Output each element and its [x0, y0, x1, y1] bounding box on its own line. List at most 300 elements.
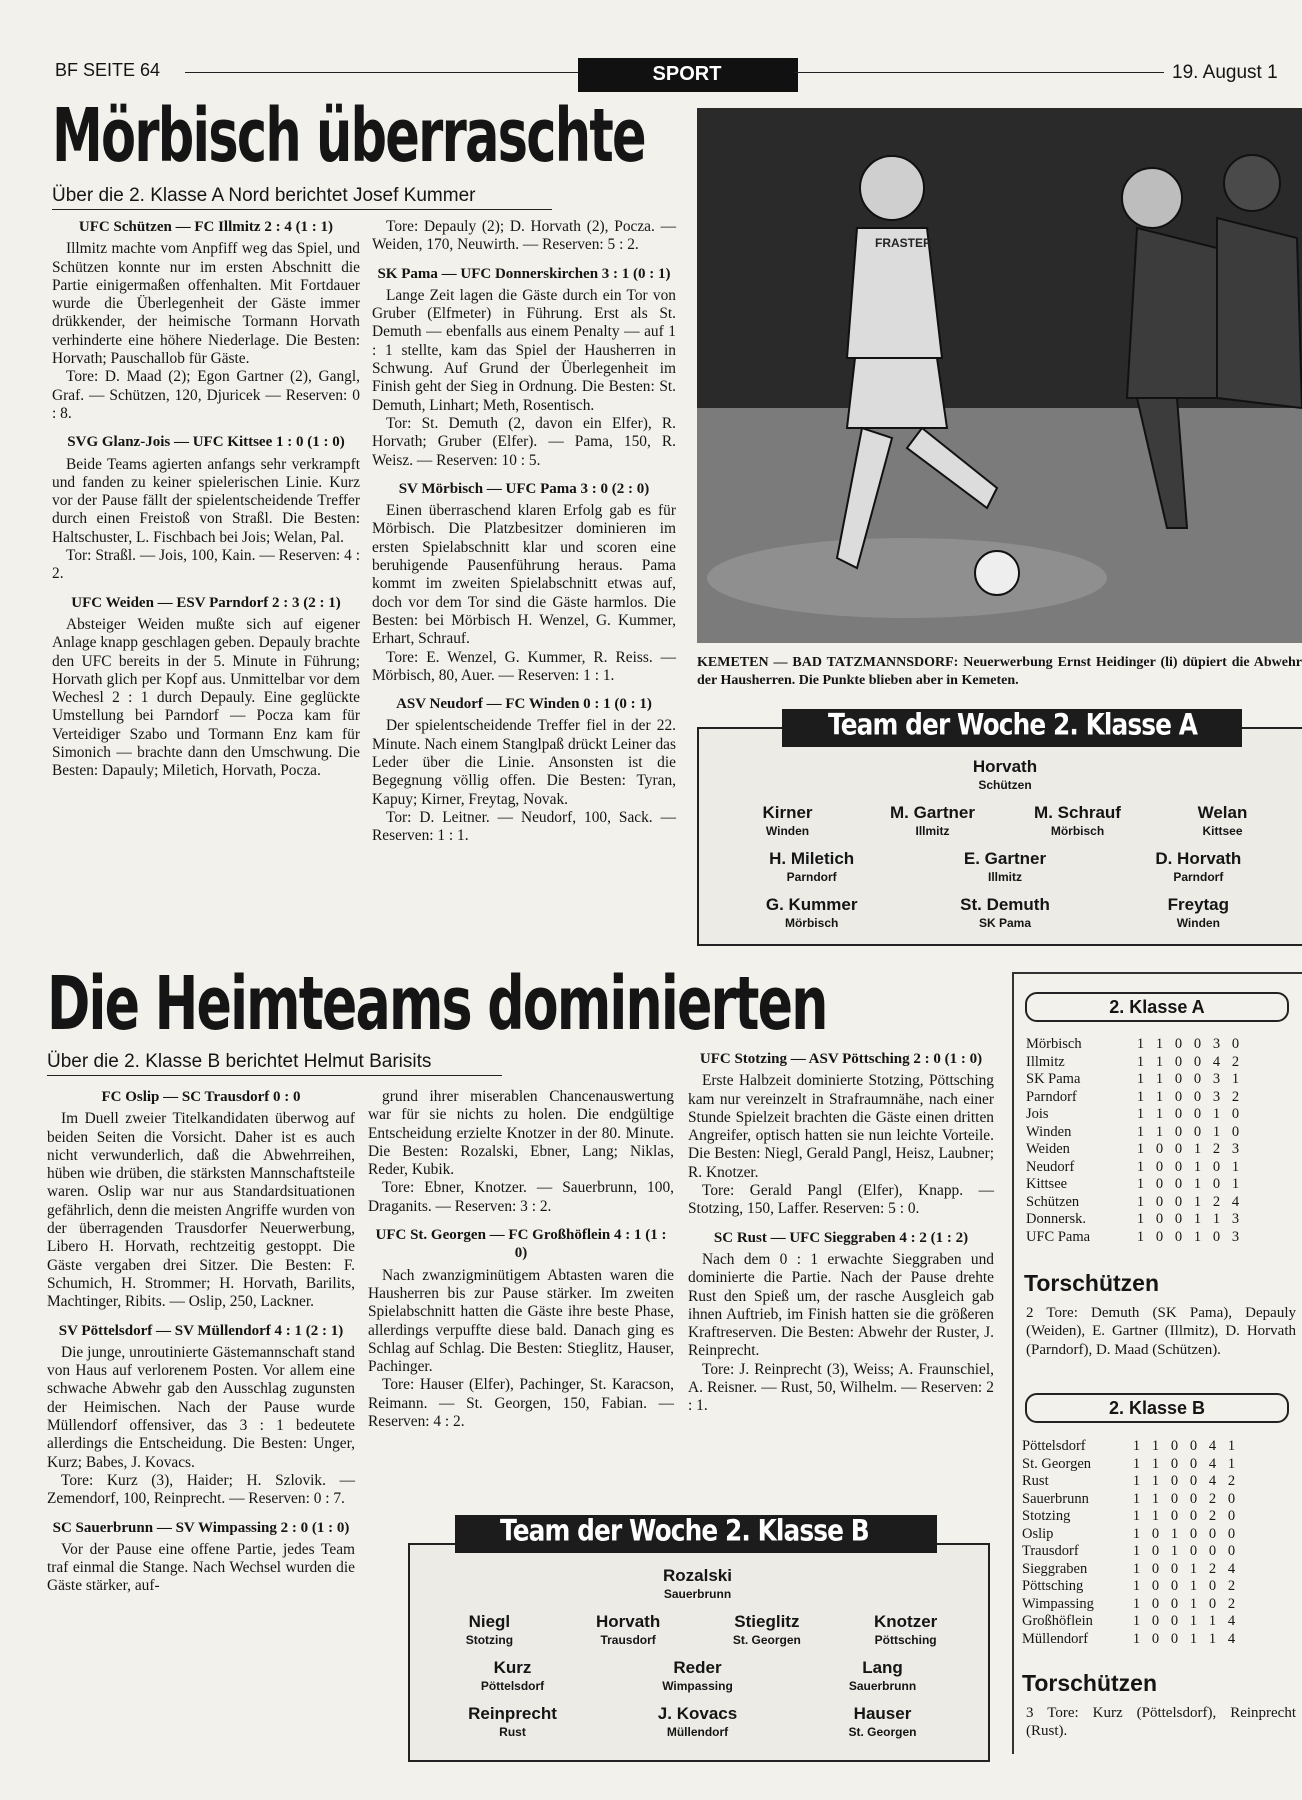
player-club: St. Georgen: [732, 1633, 801, 1647]
stat-value: 0: [1189, 1543, 1198, 1559]
stat-value: 1: [1193, 1228, 1202, 1245]
table-row: [1026, 1194, 1302, 1212]
table-row: [1026, 1229, 1302, 1247]
team-player: [715, 895, 908, 930]
table-row: [1026, 1176, 1302, 1194]
stat-value: 2: [1227, 1578, 1236, 1594]
player-club: Sauerbrunn: [663, 1587, 732, 1601]
stat-value: 1: [1136, 1106, 1145, 1122]
stat-value: 0: [1155, 1228, 1164, 1245]
stat-value: 1: [1136, 1193, 1145, 1210]
player-name: St. Demuth: [960, 895, 1050, 914]
stat-value: 0: [1189, 1508, 1198, 1524]
table-row: [1026, 1211, 1302, 1229]
stat-value: 1: [1136, 1036, 1145, 1052]
stat-value: 3: [1212, 1071, 1221, 1087]
stat-value: 0: [1208, 1525, 1217, 1542]
article1-column2: [372, 218, 676, 846]
team-name: Winden: [1026, 1123, 1072, 1140]
stat-value: 0: [1170, 1455, 1179, 1472]
match-report: Erste Halbzeit dominierte Stotzing, Pöttsching kam nur vereinzelt in Strafraumnähe, nach einer Stunde Spielzeit brachten die Gäste einen dritten Angreifer, optisch hatten sie nun leichte Vorteile. Die Besten: Niegl, Gerald Pangl, Heisz, Laubner; R. Knotzer.: [688, 1072, 994, 1181]
article1-column1: [52, 218, 360, 781]
stat-value: 1: [1136, 1053, 1145, 1070]
stat-value: 0: [1170, 1578, 1179, 1594]
stat-value: 1: [1151, 1490, 1160, 1507]
stat-value: 0: [1155, 1141, 1164, 1157]
player-club: Mörbisch: [1050, 824, 1105, 838]
stat-value: 1: [1155, 1088, 1164, 1105]
team-name: Wimpassing: [1022, 1595, 1094, 1612]
player-name: H. Miletich: [769, 849, 855, 868]
stat-value: 2: [1212, 1141, 1221, 1157]
match-stats: Tor: D. Leitner. — Neudorf, 100, Sack. — Reserven: 1 : 1.: [372, 808, 676, 845]
match-heading: SC Sauerbrunn — SV Wimpassing 2 : 0 (1 : 0): [52, 1519, 350, 1536]
stat-value: 1: [1151, 1473, 1160, 1489]
stat-value: 0: [1193, 1106, 1202, 1122]
jersey-text: FRASTER: [875, 236, 932, 250]
stat-value: 2: [1227, 1473, 1236, 1489]
stat-value: 4: [1231, 1193, 1240, 1210]
stat-value: 1: [1208, 1613, 1217, 1629]
player-name: Horvath: [972, 757, 1038, 776]
stat-value: 0: [1174, 1053, 1183, 1070]
team-name: Kittsee: [1026, 1176, 1068, 1192]
stat-value: 0: [1227, 1543, 1236, 1559]
team-name: Oslip: [1022, 1525, 1054, 1542]
stat-value: 1: [1132, 1438, 1141, 1454]
stat-value: 0: [1227, 1525, 1236, 1542]
team-player: [790, 1658, 975, 1693]
headline-article2: Die Heimteams dominierten: [47, 960, 827, 1048]
team-player: [908, 849, 1101, 884]
table-row: [1022, 1526, 1302, 1544]
team-name: Schützen: [1026, 1193, 1080, 1210]
stat-value: 1: [1151, 1438, 1160, 1454]
stat-value: 0: [1189, 1490, 1198, 1507]
stat-value: 0: [1174, 1211, 1183, 1227]
team-of-week-b-title-text: Team der Woche 2. Klasse B: [500, 1514, 869, 1549]
match-heading: SV Pöttelsdorf — SV Müllendorf 4 : 1 (2 : 1): [58, 1322, 344, 1339]
stat-value: 1: [1231, 1176, 1240, 1192]
stat-value: 1: [1155, 1071, 1164, 1087]
table-row: [1026, 1106, 1302, 1124]
stat-value: 0: [1170, 1630, 1179, 1647]
scorers-a-title: Torschützen: [1024, 1270, 1160, 1296]
stat-value: 1: [1136, 1158, 1145, 1175]
player-name: M. Gartner: [889, 803, 976, 822]
player-name: Freytag: [1167, 895, 1230, 914]
stat-value: 0: [1208, 1578, 1217, 1594]
stat-value: 1: [1208, 1630, 1217, 1647]
team-player: [1102, 849, 1295, 884]
match-stats: Tore: D. Maad (2); Egon Gartner (2), Gangl, Graf. — Schützen, 120, Djuricek — Reserven: 0 : 8.: [52, 368, 360, 422]
stat-value: 1: [1193, 1211, 1202, 1227]
team-name: Neudorf: [1026, 1158, 1075, 1175]
player-club: Schützen: [978, 778, 1032, 792]
stat-value: 2: [1212, 1193, 1221, 1210]
stat-value: 1: [1132, 1508, 1141, 1524]
article2-column2: [368, 1088, 674, 1431]
team-player: [420, 1704, 605, 1739]
table-row: [1022, 1596, 1302, 1614]
player-name: Knotzer: [873, 1612, 938, 1631]
stat-value: 1: [1132, 1613, 1141, 1629]
stat-value: 1: [1155, 1053, 1164, 1070]
player-club: Illmitz: [915, 824, 950, 838]
player-name: G. Kummer: [765, 895, 858, 914]
player-name: Hauser: [853, 1704, 912, 1723]
stat-value: 1: [1231, 1158, 1240, 1175]
stat-value: 1: [1132, 1490, 1141, 1507]
photo-illustration: [697, 108, 1302, 643]
match-stats: Tore: J. Reinprecht (3), Weiss; A. Fraunschiel, A. Reisner. — Rust, 50, Wilhelm. — Reserven: 2 : 1.: [688, 1360, 994, 1415]
stat-value: 0: [1170, 1438, 1179, 1454]
scorers-a-text: 2 Tore: Demuth (SK Pama), Depauly (Weiden), E. Gartner (Illmitz), D. Horvath (Parndorf), D. Maad (Schützen).: [1026, 1305, 1296, 1358]
team-name: Pöttelsdorf: [1022, 1438, 1086, 1454]
stat-value: 0: [1170, 1508, 1179, 1524]
stat-value: 0: [1208, 1595, 1217, 1612]
stat-value: 0: [1231, 1123, 1240, 1140]
stat-value: 4: [1208, 1473, 1217, 1489]
player-club: Illmitz: [987, 870, 1022, 884]
match-stats: Tore: Kurz (3), Haider; H. Szlovik. — Zemendorf, 100, Reinprecht. — Reserven: 0 : 7.: [47, 1471, 355, 1508]
stat-value: 0: [1208, 1543, 1217, 1559]
stat-value: 2: [1227, 1595, 1236, 1612]
stat-value: 1: [1155, 1036, 1164, 1052]
stat-value: 0: [1170, 1473, 1179, 1489]
stat-value: 1: [1170, 1525, 1179, 1542]
team-player: [860, 803, 1005, 838]
stat-value: 0: [1174, 1176, 1183, 1192]
stat-value: 1: [1189, 1613, 1198, 1629]
stat-value: 0: [1227, 1490, 1236, 1507]
table-row: [1026, 1141, 1302, 1159]
table-row: [1022, 1438, 1302, 1456]
team-name: UFC Pama: [1026, 1228, 1091, 1245]
stat-value: 1: [1132, 1525, 1141, 1542]
table-row: [1022, 1613, 1302, 1631]
stat-value: 1: [1132, 1595, 1141, 1612]
team-player: [698, 1612, 837, 1647]
match-photo: [697, 108, 1302, 643]
page-header-left: BF SEITE 64: [55, 60, 161, 80]
match-report: Der spielentscheidende Treffer fiel in der 22. Minute. Nach einem Stanglpaß drückt Leiner das Leder über die Linie. Ansonsten ist die Begegnung völlig offen. Die Besten: Tyran, Kapuy; Kirner, Freytag, Novak.: [372, 717, 676, 808]
team-player: [790, 1704, 975, 1739]
stat-value: 1: [1136, 1176, 1145, 1192]
player-club: Parndorf: [786, 870, 837, 884]
stat-value: 4: [1227, 1630, 1236, 1647]
photo-caption: KEMETEN — BAD TATZMANNSDORF: Neuerwerbung Ernst Heidinger (li) düpiert die Abwehr der Hausherren. Die Punkte blieben aber in Kemeten.: [697, 655, 1302, 688]
stat-value: 0: [1227, 1508, 1236, 1524]
stat-value: 1: [1132, 1473, 1141, 1489]
stat-value: 1: [1132, 1578, 1141, 1594]
stat-value: 0: [1151, 1543, 1160, 1559]
stat-value: 1: [1231, 1071, 1240, 1087]
stat-value: 1: [1227, 1438, 1236, 1454]
stat-value: 2: [1231, 1088, 1240, 1105]
stat-value: 1: [1151, 1508, 1160, 1524]
stat-value: 1: [1227, 1455, 1236, 1472]
match-heading: ASV Neudorf — FC Winden 0 : 1 (0 : 1): [396, 696, 652, 713]
team-name: Illmitz: [1026, 1053, 1065, 1070]
stat-value: 0: [1174, 1036, 1183, 1052]
stat-value: 0: [1170, 1595, 1179, 1612]
stat-value: 0: [1212, 1158, 1221, 1175]
team-player: [715, 849, 908, 884]
stat-value: 0: [1174, 1123, 1183, 1140]
match-stats: Tore: Ebner, Knotzer. — Sauerbrunn, 100, Draganits. — Reserven: 3 : 2.: [368, 1179, 674, 1215]
scorers-b-title: Torschützen: [1022, 1670, 1158, 1696]
stat-value: 0: [1151, 1525, 1160, 1542]
match-report: Lange Zeit lagen die Gäste durch ein Tor von Gruber (Elfmeter) in Führung. Erst als St. Demuth — ebenfalls aus einem Penalty — auf 1 : 1 stellte, kam das Spiel der Hausherren in Schwung. Auf Grund der Überlegenheit im Finish geht der Sieg in Ordnung. Die Besten: St. Demuth, Linhart; Meth, Rosentisch.: [372, 286, 676, 414]
match-heading: FC Oslip — SC Trausdorf 0 : 0: [101, 1089, 301, 1105]
stat-value: 0: [1174, 1106, 1183, 1122]
stat-value: 2: [1208, 1560, 1217, 1577]
section-title: SPORT: [652, 63, 722, 85]
byline-article2: Über die 2. Klasse B berichtet Helmut Barisits: [47, 1051, 432, 1072]
stat-value: 4: [1227, 1560, 1236, 1577]
page-header-date: 19. August 1: [1172, 62, 1278, 83]
player-name: M. Schrauf: [1034, 803, 1121, 822]
stat-value: 1: [1155, 1123, 1164, 1140]
scorers-b-text: 3 Tore: Kurz (Pöttelsdorf), Reinprecht (Rust).: [1026, 1705, 1296, 1740]
table-row: [1026, 1054, 1302, 1072]
stat-value: 1: [1212, 1106, 1221, 1122]
table-row: [1022, 1473, 1302, 1491]
article2-column3: [688, 1050, 994, 1416]
player-club: Winden: [765, 824, 810, 838]
stat-value: 4: [1208, 1438, 1217, 1454]
stat-value: 0: [1174, 1141, 1183, 1157]
stat-value: 1: [1136, 1123, 1145, 1140]
stat-value: 2: [1208, 1490, 1217, 1507]
stat-value: 0: [1193, 1071, 1202, 1087]
stat-value: 0: [1212, 1228, 1221, 1245]
team-name: SK Pama: [1026, 1071, 1081, 1087]
team-of-week-a-title-text: Team der Woche 2. Klasse A: [828, 708, 1198, 743]
stat-value: 1: [1132, 1630, 1141, 1647]
stat-value: 0: [1155, 1211, 1164, 1227]
team-player: [1102, 895, 1295, 930]
match-heading: UFC Schützen — FC Illmitz 2 : 4 (1 : 1): [78, 219, 334, 235]
match-stats: Tor: St. Demuth (2, davon ein Elfer), R. Horvath; Gruber (Elfer). — Pama, 150, R. Weisz. — Reserven: 10 : 5.: [372, 414, 676, 469]
match-report: Nach dem 0 : 1 erwachte Sieggraben und dominierte die Partie. Nach der Pause drehte Rust den Spieß um, der rasche Ausgleich gab ihnen Auftrieb, im Finish hatten sie die größeren Kraftreserven. Die Besten: Abwehr der Ruster, J. Reinprecht.: [688, 1250, 994, 1360]
stat-value: 0: [1189, 1473, 1198, 1489]
match-report: Illmitz machte vom Anpfiff weg das Spiel, und Schützen konnte nur im ersten Abschnitt die Partie einigermaßen offenhalten. Mit Fortdauer wurde die Überlegenheit der Gäste immer drükkender, der heimische Tormann Horvath verhinderte eine höhere Niederlage. Die Besten: Horvath; Pauschallob für Gäste.: [52, 240, 360, 368]
team-name: Müllendorf: [1022, 1630, 1089, 1647]
stat-value: 0: [1212, 1176, 1221, 1192]
team-player: [420, 1612, 559, 1647]
player-club: Kittsee: [1202, 824, 1243, 838]
team-player: [1150, 803, 1295, 838]
player-name: Lang: [862, 1658, 903, 1677]
stat-value: 1: [1189, 1595, 1198, 1612]
stat-value: 0: [1193, 1123, 1202, 1140]
stat-value: 1: [1132, 1543, 1141, 1559]
table-b-title: 2. Klasse B: [1025, 1393, 1289, 1423]
stat-value: 1: [1193, 1158, 1202, 1175]
stat-value: 0: [1231, 1036, 1240, 1052]
stat-value: 0: [1151, 1613, 1160, 1629]
stat-value: 1: [1136, 1088, 1145, 1105]
stat-value: 0: [1174, 1158, 1183, 1175]
match-report: grund ihrer miserablen Chancenauswertung war für sie nichts zu holen. Die endgültige Entscheidung erzielte Knotzer in der 80. Minute. Die Besten: Rozalski, Ebner, Lang; Niklas, Reder, Kubik.: [368, 1088, 674, 1179]
standings-table-b: [1022, 1438, 1302, 1648]
stat-value: 1: [1132, 1560, 1141, 1577]
table-row: [1022, 1561, 1302, 1579]
match-heading: UFC Stotzing — ASV Pöttsching 2 : 0 (1 : 0): [699, 1051, 983, 1067]
player-name: J. Kovacs: [657, 1704, 738, 1723]
match-heading: SV Mörbisch — UFC Pama 3 : 0 (2 : 0): [398, 480, 650, 497]
player-club: Rust: [499, 1725, 526, 1739]
stat-value: 0: [1174, 1088, 1183, 1105]
stat-value: 4: [1208, 1455, 1217, 1472]
team-player: [1005, 803, 1150, 838]
stat-value: 0: [1174, 1193, 1183, 1210]
stat-value: 0: [1155, 1176, 1164, 1192]
player-name: Rozalski: [663, 1566, 732, 1585]
stat-value: 1: [1136, 1228, 1145, 1245]
stat-value: 3: [1212, 1036, 1221, 1052]
player-name: Kurz: [493, 1658, 532, 1677]
player-club: Mörbisch: [784, 916, 839, 930]
team-name: Rust: [1022, 1473, 1049, 1489]
match-heading: SC Rust — UFC Sieggraben 4 : 2 (1 : 2): [713, 1229, 969, 1246]
stat-value: 0: [1151, 1578, 1160, 1594]
table-row: [1022, 1456, 1302, 1474]
team-player: [715, 803, 860, 838]
stat-value: 0: [1231, 1106, 1240, 1122]
stat-value: 0: [1189, 1525, 1198, 1542]
player-club: Wimpassing: [662, 1679, 733, 1693]
stat-value: 0: [1170, 1613, 1179, 1629]
stat-value: 1: [1170, 1543, 1179, 1559]
team-name: Parndorf: [1026, 1088, 1077, 1105]
stat-value: 4: [1227, 1613, 1236, 1629]
team-player: [605, 1658, 790, 1693]
player-name: Reder: [673, 1658, 722, 1677]
match-report: Beide Teams agierten anfangs sehr verkrampft und fanden zu keiner spielerischen Linie. Kurz vor der Pause fällt der spielentscheidende Treffer durch einen Freistoß von Straßl. Die Besten: Haltschuster, L. Fischbach bei Jois; Welan, Pal.: [52, 455, 360, 546]
stat-value: 0: [1151, 1595, 1160, 1612]
stat-value: 1: [1212, 1123, 1221, 1140]
match-heading: SK Pama — UFC Donnerskirchen 3 : 1 (0 : 1): [377, 265, 671, 282]
stat-value: 1: [1136, 1071, 1145, 1087]
stat-value: 1: [1155, 1106, 1164, 1122]
stat-value: 0: [1151, 1560, 1160, 1577]
stat-value: 2: [1231, 1053, 1240, 1070]
player-name: D. Horvath: [1155, 849, 1242, 868]
player-club: Parndorf: [1173, 870, 1224, 884]
player-club: Müllendorf: [666, 1725, 729, 1739]
table-row: [1022, 1491, 1302, 1509]
team-name: Trausdorf: [1022, 1543, 1079, 1559]
stat-value: 3: [1231, 1228, 1240, 1245]
team-player: [836, 1612, 975, 1647]
table-row: [1026, 1071, 1302, 1089]
stat-value: 0: [1193, 1088, 1202, 1105]
standings-table-a: [1026, 1036, 1302, 1246]
stat-value: 0: [1155, 1193, 1164, 1210]
match-heading: UFC St. Georgen — FC Großhöflein 4 : 1 (1 : 0): [375, 1227, 667, 1262]
match-report: Im Duell zweier Titelkandidaten überwog auf beiden Seiten die Vorsicht. Daher ist es auch nicht verwunderlich, daß die Abwehrreihen, hüben wie drüben, die stärksten Mannschaftsteile waren. Oslip war nur aus Standardsituationen gefährlich, denn die meisten Angriffe wurden von der überragenden Trausdorfer Neuerwerbung, Libero H. Horvath, rechtzeitig gestoppt. Die Gäste vergaben drei Sitzer. Die Besten: F. Schumich, H. Strommer; H. Horvath, Barilits, Machtinger, Ribits. — Oslip, 250, Lackner.: [47, 1110, 355, 1311]
player-name: Niegl: [468, 1612, 511, 1631]
team-name: Mörbisch: [1026, 1036, 1082, 1052]
stat-value: 2: [1208, 1508, 1217, 1524]
byline-article1: Über die 2. Klasse A Nord berichtet Josef Kummer: [52, 185, 476, 206]
stat-value: 1: [1189, 1560, 1198, 1577]
team-name: Großhöflein: [1022, 1613, 1093, 1629]
player-name: E. Gartner: [963, 849, 1047, 868]
stat-value: 1: [1151, 1455, 1160, 1472]
stat-value: 0: [1193, 1053, 1202, 1070]
stat-value: 0: [1174, 1071, 1183, 1087]
match-report: Nach zwanzigminütigem Abtasten waren die Hausherren bis zur Pause stärker. Im zweiten Spielabschnitt hatten die Gäste ihre beste Phase, allerdings verpuffte diese bald. Danach ging es Schlag auf Schlag. Die Besten: Stieglitz, Hauser, Pachinger.: [368, 1266, 674, 1376]
stat-value: 1: [1193, 1193, 1202, 1210]
stat-value: 0: [1189, 1455, 1198, 1472]
team-name: St. Georgen: [1022, 1455, 1092, 1472]
team-player: [715, 757, 1295, 792]
player-club: Sauerbrunn: [848, 1679, 917, 1693]
team-name: Jois: [1026, 1106, 1049, 1122]
table-row: [1022, 1543, 1302, 1561]
player-club: St. Georgen: [848, 1725, 917, 1739]
table-row: [1026, 1159, 1302, 1177]
player-name: Stieglitz: [734, 1612, 800, 1631]
team-name: Sauerbrunn: [1022, 1490, 1089, 1507]
table-row: [1026, 1089, 1302, 1107]
table-row: [1022, 1631, 1302, 1649]
table-row: [1022, 1578, 1302, 1596]
stat-value: 0: [1155, 1158, 1164, 1175]
match-stats: Tore: E. Wenzel, G. Kummer, R. Reiss. — Mörbisch, 80, Auer. — Reserven: 1 : 1.: [372, 648, 676, 684]
stat-value: 0: [1193, 1036, 1202, 1052]
team-player: [605, 1704, 790, 1739]
player-club: Pöttelsdorf: [480, 1679, 545, 1693]
table-row: [1026, 1124, 1302, 1142]
stat-value: 1: [1136, 1141, 1145, 1157]
player-name: Horvath: [596, 1612, 661, 1631]
stat-value: 1: [1193, 1176, 1202, 1192]
match-report: Absteiger Weiden mußte sich auf eigener Anlage knapp geschlagen geben. Depauly brachte den UFC bereits in der 5. Minute in Führung; Horvath glich per Kopf aus. Unmittelbar vor dem Wechesl 2 : 1 durch Depauly. Eine geglückte Umstellung bei Parndorf — Pocza kam für Verteidiger Szabo und Tormann Enz kam für Simonich — brachte dann den Umschwung. Die Besten: Dapauly; Miletich, Horvath, Pocza.: [52, 615, 360, 780]
headline-article1: Mörbisch überraschte: [52, 92, 645, 180]
match-stats: Tor: Straßl. — Jois, 100, Kain. — Reserven: 4 : 2.: [52, 547, 360, 583]
match-heading: SVG Glanz-Jois — UFC Kittsee 1 : 0 (1 : 0): [67, 434, 345, 451]
stat-value: 0: [1170, 1560, 1179, 1577]
player-name: Welan: [1197, 803, 1248, 822]
match-stats: Tore: Hauser (Elfer), Pachinger, St. Karacson, Reimann. — St. Georgen, 150, Fabian. — Reserven: 4 : 2.: [368, 1376, 674, 1431]
table-a-title: 2. Klasse A: [1025, 992, 1289, 1022]
team-name: Donnersk.: [1026, 1211, 1087, 1227]
team-player: [908, 895, 1101, 930]
team-name: Weiden: [1026, 1141, 1070, 1157]
stat-value: 1: [1212, 1211, 1221, 1227]
stat-value: 3: [1212, 1088, 1221, 1105]
stat-value: 0: [1174, 1228, 1183, 1245]
stat-value: 4: [1212, 1053, 1221, 1070]
player-name: Kirner: [762, 803, 813, 822]
stat-value: 0: [1170, 1490, 1179, 1507]
article2-column1: [47, 1088, 355, 1596]
player-club: Stotzing: [465, 1633, 514, 1647]
match-report: Die junge, unroutinierte Gästemannschaft stand von Haus auf verlorenem Posten. Vor allem eine schwache Abwehr gab den Ausschlag zugunsten der Heimischen. Nach der Pause wurde Müllendorf offensiver, das 3 : 1 bedeutete allerdings die Entscheidung. Die Besten: Unger, Kurz; Babes, J. Kovacs.: [47, 1343, 355, 1471]
match-report: Einen überraschend klaren Erfolg gab es für Mörbisch. Die Platzbesitzer dominieren im ersten Spielabschnitt klar und scoren eine beruhigende Pausenführung heraus. Pama kommt im zweiten Spielabschnitt etwas auf, doch vor dem Tor sind die Gäste harmlos. Die Besten: bei Mörbisch H. Wenzel, G. Kummer, Erhart, Schrauf.: [372, 502, 676, 648]
stat-value: 1: [1189, 1630, 1198, 1647]
stat-value: 3: [1231, 1141, 1240, 1157]
team-name: Sieggraben: [1022, 1560, 1088, 1577]
match-report: Vor der Pause eine offene Partie, jedes Team traf einmal die Stange. Nach Wechsel wurden die Gäste stärker, auf-: [47, 1540, 355, 1595]
team-player: [420, 1658, 605, 1693]
player-club: SK Pama: [978, 916, 1031, 930]
